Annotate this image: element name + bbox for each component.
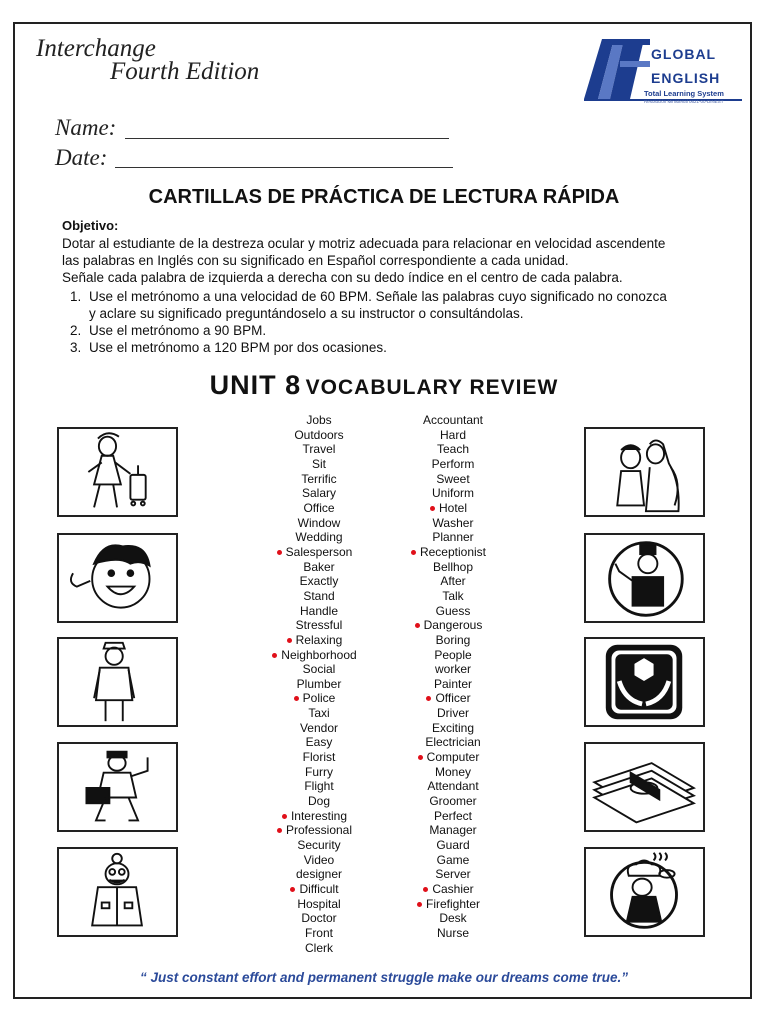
- vocab-word: [259, 926, 379, 941]
- unit-number: UNIT 8: [209, 370, 302, 400]
- vocab-word-text: Teach: [436, 442, 470, 457]
- vocab-word: [393, 618, 513, 633]
- vocab-word: [259, 823, 379, 838]
- vocab-word-text: Difficult: [299, 882, 339, 896]
- vocab-word-text: Window: [297, 515, 341, 530]
- vocab-word-text: Flight: [304, 779, 334, 794]
- vocab-word: [393, 516, 513, 531]
- vocab-word-text: Painter: [433, 676, 473, 691]
- vocab-word: [259, 442, 379, 457]
- vocab-word-text: Sweet: [436, 471, 470, 486]
- vocab-word-text: Furry: [305, 764, 333, 779]
- vocab-word-text: designer: [295, 867, 343, 882]
- vocab-word-text: Terrific: [301, 471, 337, 486]
- vocab-word: [393, 911, 513, 926]
- vocab-word-text: Exciting: [431, 720, 475, 735]
- vocab-word: [393, 648, 513, 663]
- book-title: Interchange: [36, 35, 156, 62]
- vocab-word: [393, 794, 513, 809]
- vocab-word-text: Officer: [435, 691, 471, 706]
- vocab-word-text: Perfect: [433, 808, 472, 823]
- vocab-word: [259, 457, 379, 472]
- vocab-word-text: Washer: [432, 515, 474, 530]
- vocab-word: [393, 867, 513, 882]
- vocab-word: [259, 545, 379, 560]
- vocab-word-text: Police: [302, 691, 336, 706]
- vocab-word: [393, 897, 513, 912]
- red-marker-dot: [277, 828, 282, 833]
- baker-chef-icon: [584, 847, 705, 937]
- vocab-word: [259, 765, 379, 780]
- vocab-word-text: Hotel: [438, 500, 467, 515]
- vocab-word-text: Taxi: [308, 706, 330, 721]
- vocab-word: [393, 633, 513, 648]
- vocab-word-text: Doctor: [301, 911, 337, 926]
- vocab-word-text: People: [434, 647, 472, 662]
- date-field[interactable]: [115, 167, 453, 168]
- vocab-word-text: Computer: [426, 750, 480, 765]
- vocab-word: [259, 618, 379, 633]
- vocab-word-text: Wedding: [295, 530, 343, 545]
- plumber-icon: [57, 742, 178, 832]
- step-text: Use el metrónomo a una velocidad de 60 BPM. Señale las palabras cuyo significado no conozca: [89, 289, 667, 304]
- vocab-word: [393, 560, 513, 575]
- book-edition: Fourth Edition: [110, 58, 260, 85]
- vocab-word: [259, 530, 379, 545]
- red-marker-dot: [282, 814, 287, 819]
- vocab-word: [393, 677, 513, 692]
- vocab-word-text: After: [440, 574, 466, 589]
- vocab-word: [393, 823, 513, 838]
- step-number: 2.: [70, 323, 82, 338]
- step-number: 3.: [70, 340, 82, 355]
- step-item: [70, 339, 667, 356]
- vocab-word: [259, 472, 379, 487]
- vocab-word: [393, 926, 513, 941]
- vocab-word-text: Florist: [302, 750, 336, 765]
- vocab-word: [259, 750, 379, 765]
- red-marker-dot: [426, 696, 431, 701]
- vocab-word-text: Receptionist: [419, 544, 487, 559]
- vocab-word: [259, 882, 379, 897]
- vocab-word: [259, 809, 379, 824]
- doctor-icon: [57, 847, 178, 937]
- objective-line-1: Dotar al estudiante de la destreza ocular y motriz adecuada para relacionar en velocidad ascendente: [62, 236, 666, 251]
- vocab-word-text: Neighborhood: [281, 647, 357, 662]
- vocab-word: [393, 501, 513, 516]
- money-stack-icon: [584, 742, 705, 832]
- vocab-word-text: Game: [436, 852, 470, 867]
- vocab-word: [259, 897, 379, 912]
- vocab-word-text: Guess: [435, 603, 471, 618]
- vocab-word-text: Salary: [301, 486, 336, 501]
- vocab-word: [259, 413, 379, 428]
- vocab-word-text: Money: [434, 764, 472, 779]
- vocab-word-text: worker: [434, 662, 471, 677]
- vocab-word: [259, 604, 379, 619]
- vocab-word-text: Boring: [435, 632, 471, 647]
- logo-text-tagline: Total Learning System: [644, 89, 724, 98]
- boy-face-icon: [57, 533, 178, 623]
- vocab-word-text: Nurse: [436, 925, 469, 940]
- vocab-word: [393, 589, 513, 604]
- vocab-word-text: Firefighter: [425, 896, 481, 911]
- vocab-word: [259, 721, 379, 736]
- vocab-word: [393, 809, 513, 824]
- vocab-word-text: Guard: [436, 838, 470, 853]
- vocab-word-text: Accountant: [422, 413, 484, 427]
- vocab-word: [259, 735, 379, 750]
- vocab-word: [393, 604, 513, 619]
- vocab-word-text: Manager: [429, 823, 477, 838]
- vocab-word-text: Exactly: [299, 574, 339, 589]
- vocab-word-text: Stressful: [295, 618, 343, 633]
- vocab-word: [259, 516, 379, 531]
- vocab-word-text: Uniform: [431, 486, 474, 501]
- vocab-word: [259, 560, 379, 575]
- vocab-word-text: Cashier: [432, 882, 474, 896]
- vocab-word-text: Social: [302, 662, 336, 677]
- vocab-word-text: Video: [303, 852, 335, 867]
- step-text: Use el metrónomo a 120 BPM por dos ocasiones.: [89, 340, 387, 355]
- instruction-steps: [70, 288, 667, 356]
- vocab-word: [393, 735, 513, 750]
- vocab-word-text: Stand: [303, 588, 335, 603]
- handle-with-care-icon: [584, 637, 705, 727]
- vocab-word-text: Travel: [302, 442, 336, 457]
- vocab-word-text: Outdoors: [294, 427, 344, 442]
- vocab-word: [259, 794, 379, 809]
- wedding-couple-icon: [584, 427, 705, 517]
- worker-uniform-icon: [57, 637, 178, 727]
- vocab-word-text: Server: [435, 867, 471, 882]
- step-item: [70, 288, 667, 322]
- red-marker-dot: [423, 887, 428, 892]
- vocab-word-text: Attendant: [427, 779, 479, 794]
- word-column-1: [259, 413, 379, 955]
- vocab-word-text: Plumber: [296, 676, 342, 691]
- flight-attendant-icon: [57, 427, 178, 517]
- vocab-word: [393, 779, 513, 794]
- vocab-word: [259, 677, 379, 692]
- vocab-word: [393, 574, 513, 589]
- red-marker-dot: [272, 653, 277, 658]
- vocab-word: [393, 530, 513, 545]
- vocab-word: [393, 457, 513, 472]
- vocab-word-text: Talk: [442, 588, 464, 603]
- vocab-word: [393, 691, 513, 706]
- vocab-word: [393, 442, 513, 457]
- vocab-word: [259, 486, 379, 501]
- vocab-word-text: Security: [297, 838, 341, 853]
- vocab-word: [259, 648, 379, 663]
- vocab-word-text: Sit: [311, 456, 326, 471]
- vocab-word: [259, 706, 379, 721]
- vocab-word-text: Office: [303, 500, 335, 515]
- vocab-word: [393, 413, 513, 428]
- red-marker-dot: [411, 550, 416, 555]
- name-field[interactable]: [125, 138, 449, 139]
- red-marker-dot: [294, 696, 299, 701]
- step-item: [70, 322, 667, 339]
- vocab-word-text: Interesting: [290, 808, 348, 823]
- objective-label: Objetivo:: [62, 218, 119, 233]
- vocab-word-text: Hard: [439, 427, 466, 442]
- step-text-continued: y aclare su significado preguntándoselo a su instructor o consultándolas.: [89, 306, 524, 321]
- vocab-word-text: Baker: [303, 559, 335, 574]
- vocab-word-text: Handle: [299, 603, 339, 618]
- vocab-word-text: Perform: [431, 456, 475, 471]
- vocab-word-text: Jobs: [306, 413, 332, 427]
- vocab-word-text: Electrician: [425, 735, 481, 750]
- vocab-word-text: Clerk: [304, 940, 333, 955]
- vocab-word-text: Vendor: [299, 720, 339, 735]
- bellhop-icon: [584, 533, 705, 623]
- red-marker-dot: [430, 506, 435, 511]
- logo-text-english: ENGLISH: [651, 70, 721, 86]
- red-marker-dot: [415, 623, 420, 628]
- step-text: Use el metrónomo a 90 BPM.: [89, 323, 267, 338]
- red-marker-dot: [290, 887, 295, 892]
- vocab-word-text: Bellhop: [432, 559, 474, 574]
- vocab-word-text: Easy: [305, 735, 333, 750]
- vocab-word: [259, 911, 379, 926]
- motivational-quote: “ Just constant effort and permanent struggle make our dreams come true.”: [139, 970, 629, 985]
- vocab-word-text: Driver: [437, 706, 469, 721]
- vocab-word: [259, 662, 379, 677]
- vocab-word: [393, 706, 513, 721]
- vocab-word: [393, 721, 513, 736]
- logo-text-global: GLOBAL: [651, 46, 717, 62]
- unit-subtitle: VOCABULARY REVIEW: [305, 376, 559, 399]
- red-marker-dot: [277, 550, 282, 555]
- vocab-word-text: Groomer: [429, 794, 477, 809]
- vocab-word-text: Dog: [307, 794, 330, 809]
- red-marker-dot: [418, 755, 423, 760]
- vocab-word: [393, 662, 513, 677]
- name-label: Name:: [55, 115, 117, 140]
- red-marker-dot: [417, 902, 422, 907]
- vocab-word: [393, 853, 513, 868]
- vocab-word: [259, 779, 379, 794]
- vocab-word-text: Dangerous: [423, 618, 483, 633]
- vocab-word: [393, 472, 513, 487]
- vocab-word: [259, 867, 379, 882]
- objective-line-3: Señale cada palabra de izquierda a derecha con su dedo índice en el centro de cada palabra.: [62, 270, 623, 285]
- unit-title: [0, 370, 768, 401]
- vocab-word: [259, 941, 379, 956]
- vocab-word: [393, 838, 513, 853]
- vocab-word-text: Desk: [439, 911, 467, 926]
- vocab-word-text: Front: [304, 925, 333, 940]
- vocab-word-text: Professional: [285, 823, 353, 838]
- vocab-word: [393, 882, 513, 897]
- vocab-word-text: Relaxing: [295, 632, 343, 647]
- vocab-word-text: Planner: [432, 530, 474, 545]
- word-column-2: [393, 413, 513, 941]
- vocab-word: [393, 545, 513, 560]
- vocab-word: [393, 428, 513, 443]
- date-label: Date:: [55, 145, 108, 170]
- step-number: 1.: [70, 289, 82, 304]
- page-heading: CARTILLAS DE PRÁCTICA DE LECTURA RÁPIDA: [148, 186, 620, 208]
- vocab-word: [259, 838, 379, 853]
- vocab-word: [259, 501, 379, 516]
- vocab-word-text: Hospital: [297, 896, 341, 911]
- vocab-word: [259, 633, 379, 648]
- vocab-word: [259, 853, 379, 868]
- vocab-word: [393, 765, 513, 780]
- red-marker-dot: [287, 638, 292, 643]
- vocab-word: [259, 691, 379, 706]
- logo-text-resolution: Resolución Ministerial 0621-00-DINEST: [644, 99, 724, 104]
- vocab-word-text: Salesperson: [285, 544, 353, 559]
- objective-line-2: las palabras en Inglés con su significado en Español correspondiente a cada unidad.: [62, 253, 569, 268]
- vocab-word: [259, 428, 379, 443]
- vocab-word: [393, 486, 513, 501]
- vocab-word: [393, 750, 513, 765]
- vocab-word: [259, 589, 379, 604]
- vocab-word: [259, 574, 379, 589]
